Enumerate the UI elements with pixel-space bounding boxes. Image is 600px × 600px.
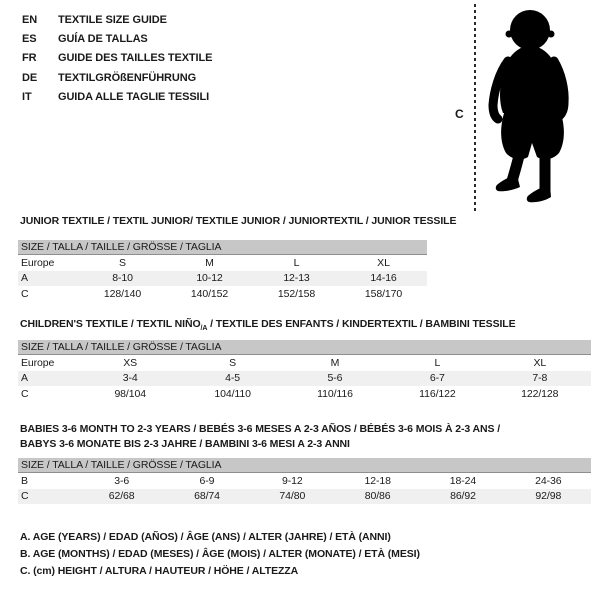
height-measure-label: C [455, 107, 464, 121]
table-cell: 74/80 [279, 490, 306, 503]
table-cell: 14-16 [370, 272, 397, 285]
table-cell: 86/92 [450, 490, 476, 503]
region-header-cell: Europe [21, 356, 55, 369]
language-title: GUÍA DE TALLAS [58, 33, 148, 46]
table-cell: 5-6 [327, 372, 343, 385]
table-cell: 9-12 [282, 474, 303, 487]
table-cell: 98/104 [114, 387, 146, 400]
language-title: GUIDA ALLE TAGLIE TESSILI [58, 91, 210, 104]
babies-table-grid [18, 473, 591, 504]
junior-size-table [18, 240, 427, 302]
table-cell: 3-6 [114, 474, 130, 487]
language-row-es [22, 29, 212, 48]
table-cell: 8-10 [112, 272, 133, 285]
language-code: DE [22, 71, 38, 84]
children-size-header-bar: SIZE / TALLA / TAILLE / GRÖSSE / TAGLIA [18, 340, 591, 355]
table-row-height [18, 489, 591, 505]
table-cell: 116/122 [419, 387, 456, 400]
babies-section-title [20, 422, 500, 452]
table-cell: 6-7 [429, 372, 445, 385]
children-title-subscript: /A [200, 325, 208, 333]
table-cell: 92/98 [535, 490, 562, 503]
babies-title-line1: BABIES 3-6 MONTH TO 2-3 YEARS / BEBÉS 3-6 MESES A 2-3 AÑOS / BÉBÉS 3-6 MOIS À 2-3 ANS / [20, 423, 501, 435]
legend-line-a: A. AGE (YEARS) / EDAD (AÑOS) / ÂGE (ANS) / ALTER (JAHRE) / ETÀ (ANNI) [20, 531, 391, 543]
language-title: TEXTILGRÖßENFÜHRUNG [58, 71, 197, 84]
table-cell: 140/152 [190, 287, 229, 300]
row-label-cell: C [21, 387, 29, 400]
language-row-it [22, 88, 212, 107]
babies-size-table [18, 458, 591, 504]
table-cell: 12-18 [364, 474, 391, 487]
language-row-fr [22, 49, 212, 68]
table-header-row [18, 355, 591, 371]
table-cell: 10-12 [196, 272, 223, 285]
language-row-en [22, 10, 212, 29]
language-row-de [22, 68, 212, 87]
column-header-cell: M [205, 256, 214, 269]
children-size-table [18, 340, 591, 402]
junior-table-grid [18, 255, 427, 302]
language-code: IT [22, 91, 32, 104]
legend-line-c: C. (cm) HEIGHT / ALTURA / HAUTEUR / HÖHE / ALTEZZA [20, 565, 299, 577]
baby-silhouette-icon [484, 5, 580, 210]
table-cell: 128/140 [103, 287, 142, 300]
language-code: FR [22, 52, 37, 65]
column-header-cell: L [434, 356, 441, 369]
junior-size-header-bar: SIZE / TALLA / TAILLE / GRÖSSE / TAGLIA [18, 240, 427, 255]
table-cell: 62/68 [108, 490, 135, 503]
column-header-cell: L [293, 256, 300, 269]
table-cell: 152/158 [277, 287, 316, 300]
table-cell: 6-9 [199, 474, 215, 487]
column-header-cell: XS [123, 356, 138, 369]
table-cell: 122/128 [521, 387, 559, 400]
column-header-cell: S [229, 356, 237, 369]
children-section-title [20, 317, 516, 336]
table-row-height [18, 386, 591, 402]
table-cell: 158/170 [364, 287, 403, 300]
language-list [22, 10, 212, 107]
legend-line-b: B. AGE (MONTHS) / EDAD (MESES) / ÂGE (MOIS) / ALTER (MONATE) / ETÀ (MESI) [20, 548, 420, 560]
row-label-cell: C [21, 490, 29, 503]
table-cell: 80/86 [364, 490, 391, 503]
row-label-cell: A [21, 272, 28, 285]
region-header-cell: Europe [21, 256, 55, 269]
row-label-cell: A [21, 372, 28, 385]
table-cell: 24-36 [535, 474, 562, 487]
column-header-cell: XL [533, 356, 547, 369]
table-cell: 104/110 [214, 387, 251, 400]
table-row-height [18, 286, 427, 302]
language-title: GUIDE DES TAILLES TEXTILE [58, 52, 213, 65]
table-cell: 7-8 [532, 372, 548, 385]
column-header-cell: XL [377, 256, 390, 269]
table-cell: 110/116 [317, 387, 353, 400]
column-header-cell: S [119, 256, 126, 269]
column-header-cell: M [330, 356, 340, 369]
table-row-months [18, 473, 591, 489]
table-cell: 68/74 [194, 490, 220, 503]
legend [20, 529, 420, 580]
table-cell: 18-24 [449, 474, 477, 487]
height-measure-dashed-line [474, 4, 476, 211]
children-table-grid [18, 355, 591, 402]
table-cell: 12-13 [283, 272, 310, 285]
language-code: ES [22, 33, 37, 46]
babies-title-line2: BABYS 3-6 MONATE BIS 2-3 JAHRE / BAMBINI 3-6 MESI A 2-3 ANNI [20, 438, 350, 450]
row-label-cell: C [21, 287, 29, 300]
babies-size-header-bar: SIZE / TALLA / TAILLE / GRÖSSE / TAGLIA [18, 458, 591, 473]
table-row-age [18, 371, 591, 387]
table-row-age [18, 271, 427, 287]
children-title-text: / TEXTILE DES ENFANTS / KINDERTEXTIL / BAMBINI TESSILE [207, 318, 516, 330]
table-cell: 4-5 [225, 372, 241, 385]
row-label-cell: B [21, 474, 28, 487]
children-title-text: CHILDREN'S TEXTILE / TEXTIL NIÑO [20, 318, 201, 330]
table-header-row [18, 255, 427, 271]
table-cell: 3-4 [122, 372, 138, 385]
junior-section-title: JUNIOR TEXTILE / TEXTIL JUNIOR/ TEXTILE JUNIOR / JUNIORTEXTIL / JUNIOR TESSILE [20, 215, 457, 227]
language-code: EN [22, 13, 38, 26]
language-title: TEXTILE SIZE GUIDE [58, 13, 167, 26]
